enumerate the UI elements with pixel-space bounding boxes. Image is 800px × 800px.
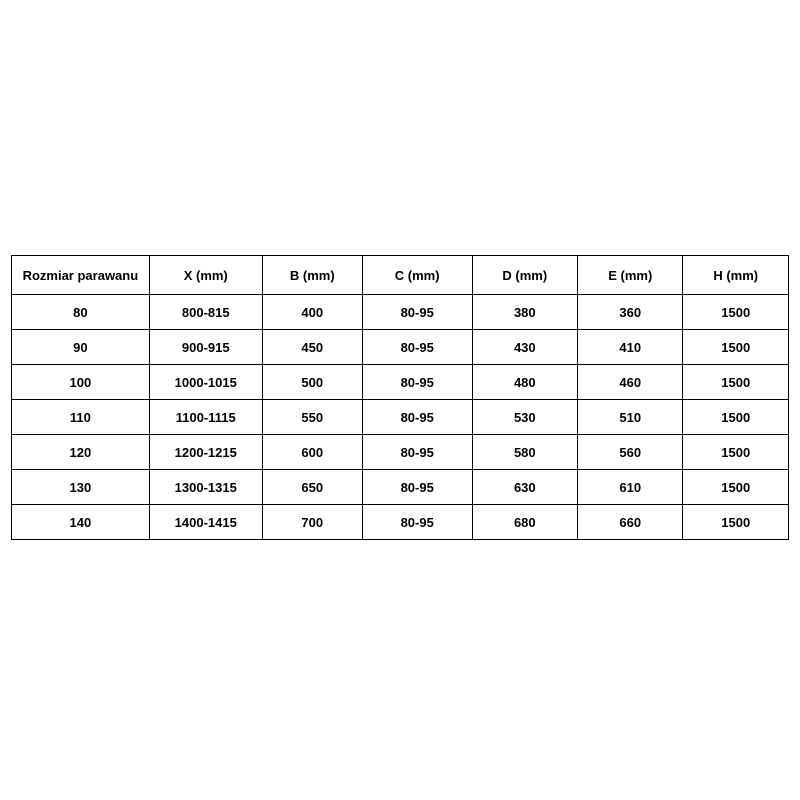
table-header-row [12,256,789,295]
cell-b: 600 [262,435,362,470]
cell-h: 1500 [683,400,789,435]
cell-c: 80-95 [362,330,472,365]
cell-x: 800-815 [149,295,262,330]
cell-e: 610 [578,470,683,505]
table-row [12,400,789,435]
cell-d: 480 [472,365,577,400]
cell-size: 140 [12,505,150,540]
cell-c: 80-95 [362,505,472,540]
table-body [12,295,789,540]
cell-e: 560 [578,435,683,470]
column-header-h: H (mm) [683,256,789,295]
cell-x: 1300-1315 [149,470,262,505]
cell-e: 660 [578,505,683,540]
cell-h: 1500 [683,470,789,505]
cell-d: 630 [472,470,577,505]
column-header-d: D (mm) [472,256,577,295]
cell-b: 700 [262,505,362,540]
column-header-e: E (mm) [578,256,683,295]
column-header-c: C (mm) [362,256,472,295]
cell-h: 1500 [683,365,789,400]
table-row [12,505,789,540]
cell-h: 1500 [683,435,789,470]
cell-d: 380 [472,295,577,330]
cell-c: 80-95 [362,470,472,505]
cell-e: 460 [578,365,683,400]
cell-b: 550 [262,400,362,435]
column-header-b: B (mm) [262,256,362,295]
table-row [12,330,789,365]
cell-d: 580 [472,435,577,470]
cell-b: 400 [262,295,362,330]
column-header-x: X (mm) [149,256,262,295]
cell-e: 510 [578,400,683,435]
cell-c: 80-95 [362,435,472,470]
cell-h: 1500 [683,330,789,365]
cell-h: 1500 [683,295,789,330]
cell-e: 410 [578,330,683,365]
cell-c: 80-95 [362,400,472,435]
cell-size: 130 [12,470,150,505]
cell-b: 650 [262,470,362,505]
cell-b: 500 [262,365,362,400]
table-row [12,470,789,505]
cell-c: 80-95 [362,365,472,400]
cell-c: 80-95 [362,295,472,330]
cell-h: 1500 [683,505,789,540]
cell-size: 100 [12,365,150,400]
cell-size: 120 [12,435,150,470]
column-header-rozmiar-parawanu: Rozmiar parawanu [12,256,150,295]
cell-d: 430 [472,330,577,365]
cell-d: 680 [472,505,577,540]
specification-table [11,255,789,540]
cell-b: 450 [262,330,362,365]
cell-size: 110 [12,400,150,435]
cell-x: 1100-1115 [149,400,262,435]
cell-x: 900-915 [149,330,262,365]
cell-e: 360 [578,295,683,330]
table-header [12,256,789,295]
cell-d: 530 [472,400,577,435]
table-row [12,435,789,470]
specification-table-container [11,255,789,540]
cell-x: 1200-1215 [149,435,262,470]
table-row [12,295,789,330]
table-row [12,365,789,400]
cell-size: 80 [12,295,150,330]
cell-size: 90 [12,330,150,365]
cell-x: 1400-1415 [149,505,262,540]
cell-x: 1000-1015 [149,365,262,400]
